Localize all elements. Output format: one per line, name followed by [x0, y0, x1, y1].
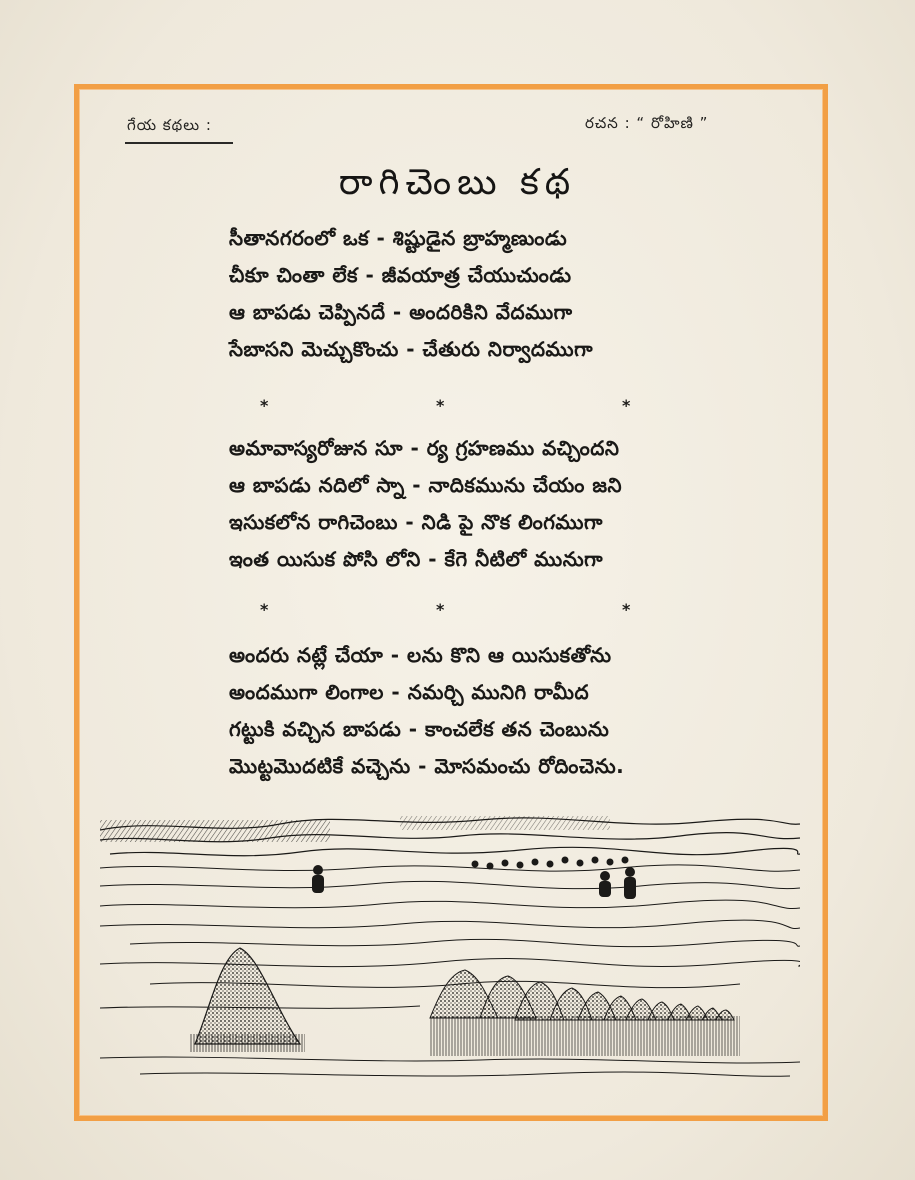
story-title: రాగిచెంబు కథ — [338, 162, 577, 203]
stanza-separator — [260, 600, 640, 620]
verse-line: ఇసుకలోన రాగిచెంబు - నిడి పై నొక లింగముగా — [229, 510, 603, 534]
asterisk-ornament: * — [260, 600, 269, 619]
verse-line: చీకూ చింతా లేక - జీవయాత్ర చేయుచుండు — [229, 263, 572, 287]
asterisk-ornament: * — [436, 600, 445, 619]
river-bathers-illustration — [100, 808, 800, 1093]
author-credit: రచన : “ రోహిణి ” — [585, 114, 709, 132]
category-label: గేయ కథలు : — [127, 116, 212, 134]
sand-mounds-row — [430, 970, 734, 1020]
asterisk-ornament: * — [436, 396, 445, 415]
verse-line: మొట్టమొదటికే వచ్చెను - మోసమంచు రోదించెను. — [229, 754, 625, 778]
river-water — [100, 865, 800, 988]
bathers-group — [312, 857, 636, 900]
verse-line: ఆ బాపడు చెప్పినదే - అందరికిని వేదముగా — [229, 300, 573, 324]
stanza-separator — [260, 396, 640, 416]
verse-line: అందరు నట్లే చేయా - లను కొని ఆ యిసుకతోను — [229, 643, 612, 667]
verse-line: ఇంత యిసుక పోసి లోని - కేగె నీటిలో మునుగా — [229, 547, 604, 571]
stanza-3 — [229, 637, 749, 785]
stanza-2 — [229, 430, 749, 578]
stanza-1 — [229, 220, 749, 368]
verse-line: ఆ బాపడు నదిలో స్నా - నాదికమును చేయం జని — [229, 473, 623, 497]
asterisk-ornament: * — [622, 600, 631, 619]
verse-line: అందముగా లింగాల - నమర్చి మునిగి రామీద — [229, 680, 590, 704]
sand-mound-left — [195, 948, 300, 1044]
verse-line: గట్టుకి వచ్చిన బాపడు - కాంచలేక తన చెంబును — [229, 717, 610, 741]
verse-line: సీతానగరంలో ఒక - శిష్టుడైన బ్రాహ్మణుండు — [229, 226, 568, 250]
verse-line: సేబాసని మెచ్చుకొంచు - చేతురు నిర్వాదముగా — [229, 337, 593, 361]
asterisk-ornament: * — [622, 396, 631, 415]
asterisk-ornament: * — [260, 396, 269, 415]
verse-line: అమావాస్యరోజున సూ - ర్య గ్రహణము వచ్చిందని — [229, 436, 620, 460]
category-underline — [125, 142, 233, 144]
